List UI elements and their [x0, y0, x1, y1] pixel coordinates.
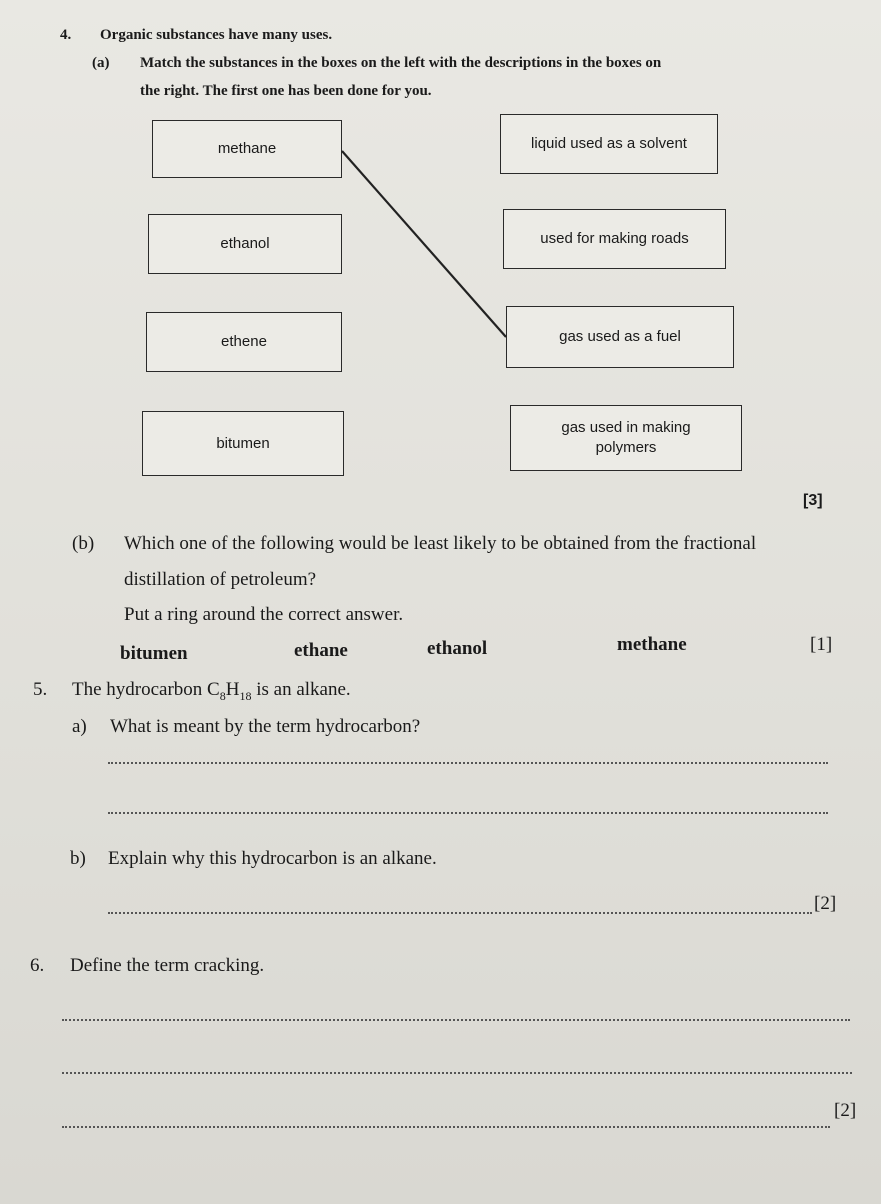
q5b-marks: [2]	[814, 893, 837, 914]
left-box-label: bitumen	[216, 434, 270, 452]
option-methane[interactable]: methane	[617, 634, 687, 655]
q5a-question: What is meant by the term hydrocarbon?	[110, 716, 421, 737]
q4b-instruction: Put a ring around the correct answer.	[124, 604, 404, 625]
q6-number: 6.	[30, 955, 45, 976]
q6-question: Define the term cracking.	[70, 955, 265, 976]
q4-number: 4.	[60, 27, 72, 43]
right-box-label: gas used as a fuel	[559, 328, 681, 345]
q4a-line1: Match the substances in the boxes on the left with the descriptions in the boxes on	[140, 55, 662, 71]
right-box-label-line1: gas used in making	[561, 419, 691, 436]
q6-answer-line-3[interactable]	[62, 1126, 830, 1128]
option-ethane[interactable]: ethane	[294, 640, 348, 661]
q4a-line2: the right. The first one has been done for you.	[140, 83, 432, 99]
q4a-marks: [3]	[803, 492, 823, 509]
left-box-label: methane	[217, 140, 277, 157]
q5a-answer-line-2[interactable]	[108, 812, 828, 814]
q4a-label: (a)	[92, 55, 110, 71]
q5b-question: Explain why this hydrocarbon is an alkane.	[108, 848, 437, 869]
option-bitumen[interactable]: bitumen	[120, 643, 188, 664]
left-box-label: ethene	[221, 333, 267, 350]
q5a-label: a)	[72, 716, 87, 737]
q5b-answer-line[interactable]	[108, 912, 812, 914]
q5a-answer-line-1[interactable]	[108, 762, 828, 764]
q5-intro: The hydrocarbon $C_8H_{18}$ is an alkane.	[72, 679, 351, 703]
q4b-marks: [1]	[810, 634, 833, 655]
q6-answer-line-1[interactable]	[62, 1019, 850, 1021]
q4-intro: Organic substances have many uses.	[100, 27, 333, 43]
q5b-label: b)	[70, 848, 86, 869]
q5-number: 5.	[33, 679, 48, 700]
q6-answer-line-2[interactable]	[62, 1072, 852, 1074]
option-ethanol[interactable]: ethanol	[427, 638, 488, 659]
q4b-line2: distillation of petroleum?	[124, 569, 317, 590]
q6-marks: [2]	[834, 1100, 857, 1121]
left-box-label: ethanol	[220, 235, 270, 252]
right-box-label-line2: polymers	[595, 439, 657, 456]
q4b-label: (b)	[72, 533, 95, 554]
q4b-line1: Which one of the following would be least likely to be obtained from the fractional	[124, 533, 757, 554]
right-box-label: used for making roads	[540, 230, 689, 247]
right-box-label: liquid used as a solvent	[531, 135, 687, 152]
